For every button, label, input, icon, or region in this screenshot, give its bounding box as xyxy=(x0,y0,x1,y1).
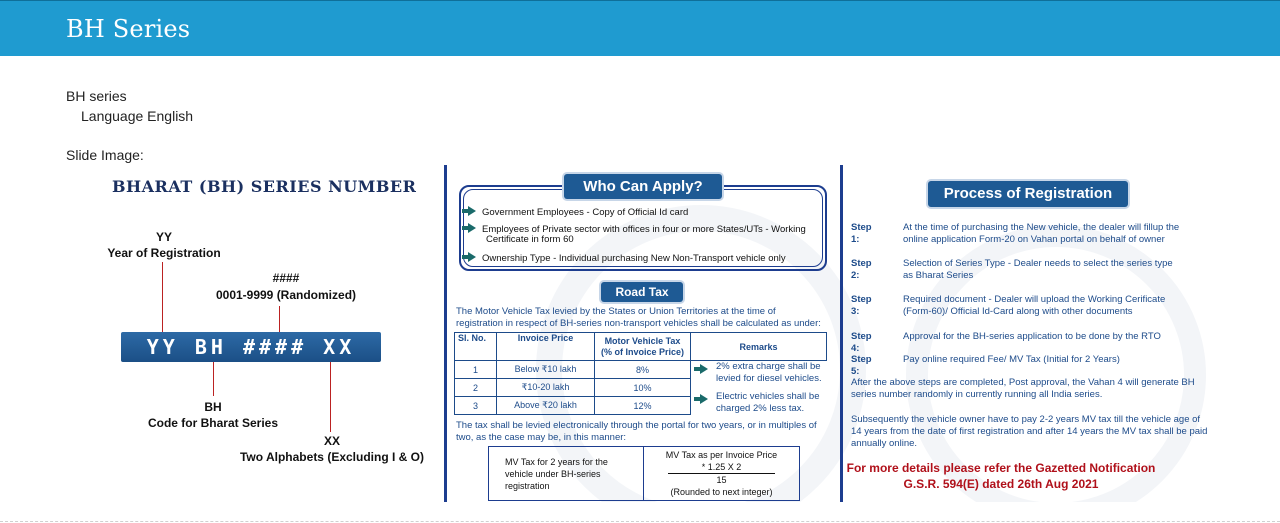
who-can-apply-title: Who Can Apply? xyxy=(564,174,722,199)
mv-left-cell: MV Tax for 2 years for the vehicle under BH-series registration xyxy=(489,447,644,501)
road-tax-intro-1: The Motor Vehicle Tax levied by the States or Union Territories at the time of xyxy=(456,306,776,317)
th-invoice-price: Invoice Price xyxy=(497,333,595,361)
number-code: #### xyxy=(272,271,300,285)
who-item-2-cont: Certificate in form 60 xyxy=(486,234,574,245)
levy-text-1: The tax shall be levied electronically through the portal for two years, or in multiples of xyxy=(456,420,817,431)
th-sl-no: Sl. No. xyxy=(455,333,497,361)
mv-formula-cell xyxy=(644,447,800,501)
bh-desc: Code for Bharat Series xyxy=(147,416,279,430)
cell-sl: 1 xyxy=(455,361,497,379)
bh-pointer-line xyxy=(213,362,214,396)
remark-electric: Electric vehicles shall be charged 2% less tax. xyxy=(700,391,832,415)
xx-pointer-line xyxy=(330,362,331,432)
cell-price: Below ₹10 lakh xyxy=(497,361,595,379)
xx-code: XX xyxy=(323,434,340,448)
who-item-3: Ownership Type - Individual purchasing New Non-Transport vehicle only xyxy=(468,251,786,265)
mv-formula-multiplier: * 1.25 X 2 xyxy=(668,461,775,474)
arrow-right-icon xyxy=(468,206,476,216)
bottom-divider xyxy=(0,521,1280,522)
levy-text-2: two, as the case may be, in this manner: xyxy=(456,432,627,443)
bh-series-title: BHARAT (BH) SERIES NUMBER xyxy=(112,177,417,196)
yy-code: YY xyxy=(155,230,172,244)
arrow-right-icon xyxy=(468,252,476,262)
page-header xyxy=(0,0,1280,56)
cell-sl: 2 xyxy=(455,379,497,397)
panel-divider-1 xyxy=(444,165,447,502)
yy-desc: Year of Registration xyxy=(107,246,221,260)
road-tax-intro-2: registration in respect of BH-series non-transport vehicles shall be calculated as under: xyxy=(456,318,821,329)
cell-tax: 8% xyxy=(595,361,691,379)
mv-tax-formula-table xyxy=(488,446,800,501)
th-remarks: Remarks xyxy=(691,333,827,361)
subsequent-tax-text: Subsequently the vehicle owner have to pay 2-2 years MV tax till the vehicle age of 14 years from the date of first registration and after 14 years the MV tax shall be paid annually online. xyxy=(851,414,1208,449)
cell-price: ₹10-20 lakh xyxy=(497,379,595,397)
road-tax-title: Road Tax xyxy=(601,282,683,302)
process-title: Process of Registration xyxy=(928,181,1128,207)
remark-diesel: 2% extra charge shall be levied for diesel vehicles. xyxy=(700,361,832,385)
after-steps-text: After the above steps are completed, Post approval, the Vahan 4 will generate BH series number randomly in currently running all India series. xyxy=(851,377,1195,400)
panel-divider-2 xyxy=(840,165,843,502)
who-item-1: Government Employees - Copy of Official Id card xyxy=(468,205,688,219)
yy-pointer-line xyxy=(162,262,163,332)
mv-formula-rounding: (Rounded to next integer) xyxy=(670,487,773,497)
gazette-notice xyxy=(836,460,1166,492)
cell-tax: 12% xyxy=(595,397,691,415)
mv-formula-numerator: MV Tax as per Invoice Price xyxy=(665,450,778,460)
xx-desc: Two Alphabets (Excluding I & O) xyxy=(239,450,424,464)
item-name: BH series xyxy=(66,88,127,104)
page-title: BH Series xyxy=(66,15,191,43)
cell-price: Above ₹20 lakh xyxy=(497,397,595,415)
arrow-right-icon xyxy=(468,223,476,233)
th-motor-vehicle-tax: Motor Vehicle Tax (% of Invoice Price) xyxy=(595,333,691,361)
arrow-right-icon xyxy=(700,364,708,374)
language-label: Language English xyxy=(81,108,194,124)
number-pointer-line xyxy=(279,306,280,332)
who-item-2: Employees of Private sector with offices in four or more States/UTs - Working xyxy=(468,222,806,236)
cell-sl: 3 xyxy=(455,397,497,415)
mv-formula-denominator: 15 xyxy=(716,475,727,485)
plate-number-bar: YY BH #### XX xyxy=(121,332,381,362)
arrow-right-icon xyxy=(700,394,708,404)
number-desc: 0001-9999 (Randomized) xyxy=(215,288,357,302)
cell-tax: 10% xyxy=(595,379,691,397)
bh-code: BH xyxy=(204,400,222,414)
slide-image-label: Slide Image: xyxy=(66,147,144,163)
slide-image: BHARAT (BH) SERIES NUMBER YY Year of Registration #### 0001-9999 (Randomized) YY BH #### XX BH Code for Bharat Series XX Two Alphabets (Excluding I & O) Who Can Apply? Government Employees - Copy of Official Id card Employees of Private sector with offices in four or more States/UTs - Working Certificate in form 60 Ownership Type - Individual purchasing New Non-Transport vehicle only Road Tax The Motor Vehicle Tax levied by the States or Union Territories at the time of registration in respect of BH-series non-transport vehicles shall be calculated as under: Sl. No. Invoice Price Motor Vehicle Tax (% of Invoice Price) Remarks 1 Below ₹10 lakh 8% 2 ₹10-20 lakh 10% 3 Above ₹20 lakh 12% 2% extra charge shall be levied for diesel vehicles. Electric vehicles shall be charged 2% less tax. The tax shall be levied electronically through the portal for two years, or in multiples of two, as the case may be, in this manner: MV Tax for 2 years for the vehicle under BH-series registration MV Tax as per Invoice Price * 1.25 X 2 15 (Rounded to next integer) Process of Registration Step 1: At the time of purchasing the New vehicle, the dealer will fillup the online application Form-20 on Vahan portal on behalf of owner Step 2: Selection of Series Type - Dealer needs to select the series type as Bharat Series Step 3: Required document - Dealer will upload the Working Cerificate (Form-60)/ Official Id-Card along with other documents Step 4: Approval for the BH-series application to be done by the RTO Step 5: Pay online required Fee/ MV Tax (Initial for 2 Years) After the above steps are completed, Post approval, the Vahan 4 will generate BH series number randomly in currently running all India series. Subsequently the vehicle owner have to pay 2-2 years MV tax till the vehicle age of 14 years from the date of first registration and after 14 years the MV tax shall be paid annually online. For more details please refer the Gazetted Notification G.S.R. 594(E) dated 26th Aug 2021 xyxy=(66,165,1214,502)
gazette-notice-line-2: G.S.R. 594(E) dated 26th Aug 2021 xyxy=(903,477,1099,491)
gazette-notice-line-1: For more details please refer the Gazetted Notification xyxy=(846,461,1156,475)
